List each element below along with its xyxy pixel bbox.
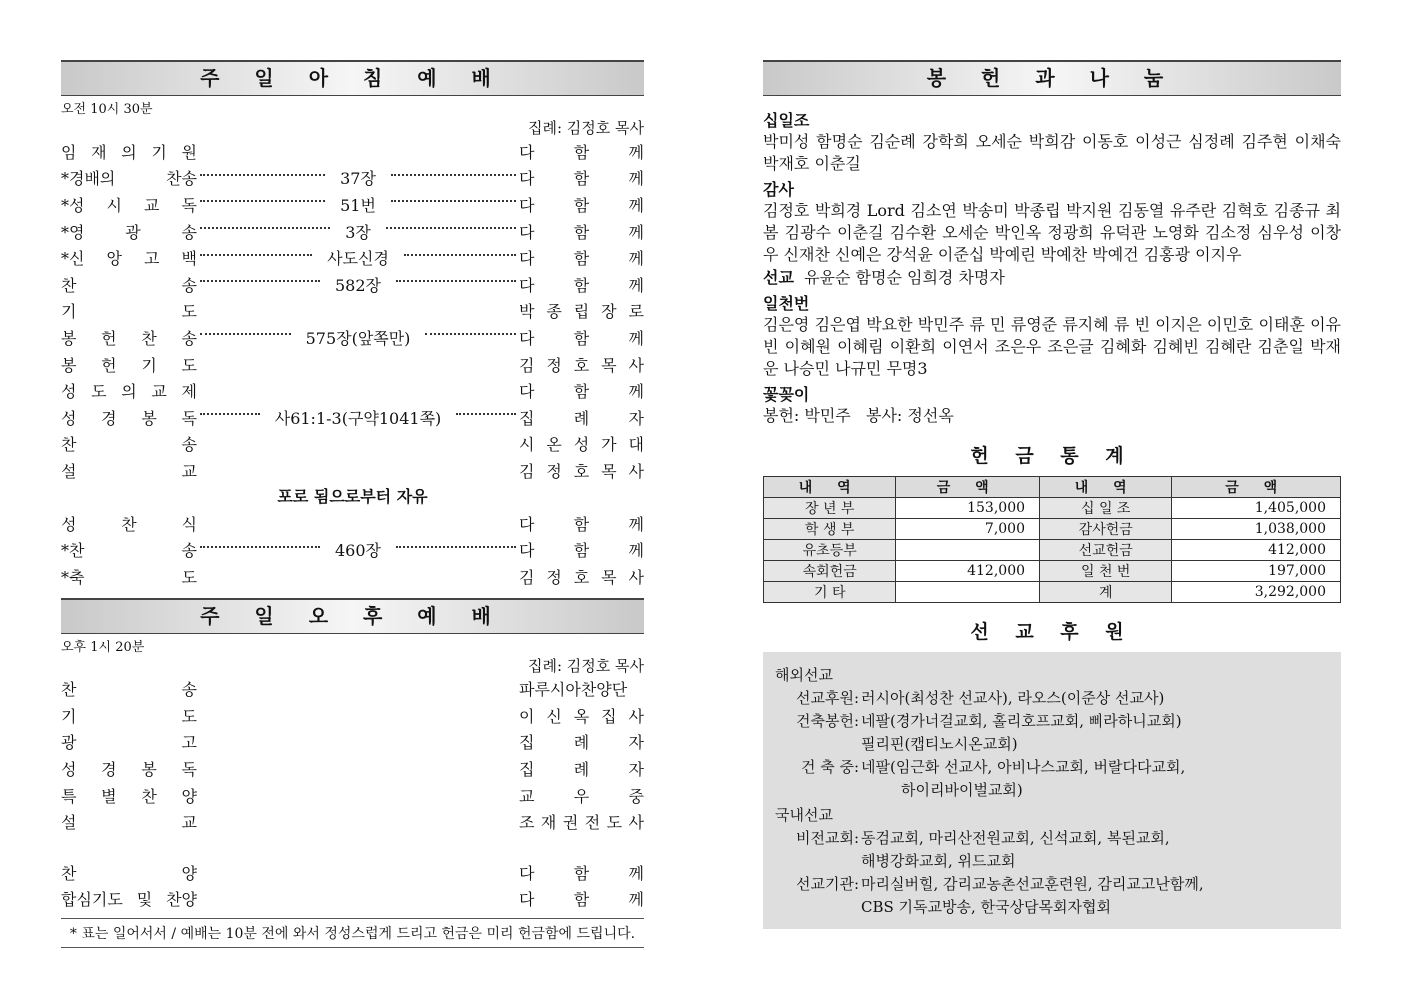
footnote: * 표는 일어서서 / 예배는 10분 전에 와서 정성스럽게 드리고 헌금은 미리 헌금함에 드립니다.: [61, 918, 644, 948]
stats-amount: 412,000: [896, 561, 1040, 582]
order-leader: 김 정 호 목 사: [519, 355, 644, 375]
order-leader: 다 함 께: [519, 169, 644, 189]
afternoon-order-list: [61, 676, 644, 836]
order-row: [61, 808, 644, 835]
afternoon-service-title: 주 일 오 후 예 배: [61, 598, 644, 634]
construction-key: 건 축 중:: [800, 758, 859, 776]
sermon-title: 포로 됨으로부터 자유: [277, 486, 428, 506]
order-row: [61, 886, 644, 913]
order-title: 특 별 찬 양: [61, 786, 197, 806]
order-row: [61, 351, 644, 378]
thousand-label: 일천번: [763, 294, 810, 313]
afternoon-leader: 집례: 김정호 목사: [527, 656, 644, 675]
morning-time: 오전 10시 30분: [61, 102, 153, 117]
stats-category: 기 타: [764, 582, 896, 603]
order-leader: 파루시아찬양단: [519, 680, 628, 700]
order-title: *찬 송: [61, 541, 197, 561]
stats-category: 유초등부: [764, 540, 896, 561]
order-leader: 다 함 께: [519, 863, 644, 883]
order-leader: 조 재 권 전 도 사: [519, 813, 644, 833]
order-leader: 박 종 립 장 로: [519, 302, 644, 322]
table-row: [764, 561, 1341, 582]
build-value-2: 필리핀(캡티노시온교회): [861, 735, 1018, 753]
overseas-label: 해외선교: [775, 666, 833, 684]
order-row: [61, 536, 644, 563]
order-row: [61, 859, 644, 886]
order-leader: 다 함 께: [519, 382, 644, 402]
stats-amount: [896, 540, 1040, 561]
stats-header: 금 액: [1172, 477, 1341, 498]
order-row: [61, 782, 644, 809]
order-title: 광 고: [61, 733, 197, 753]
order-row: [61, 676, 644, 703]
afternoon-time: 오후 1시 20분: [61, 639, 145, 655]
order-title: *축 도: [61, 567, 197, 587]
stats-category: 계: [1040, 582, 1172, 603]
order-item: 37장: [340, 169, 376, 189]
stats-category: 선교헌금: [1040, 540, 1172, 561]
table-row: [764, 540, 1341, 561]
org-value: 마리실버힐, 감리교농촌선교훈련원, 감리교고난함께,: [861, 875, 1204, 893]
stats-header: 금 액: [896, 477, 1040, 498]
thanks-label: 감사: [763, 180, 794, 199]
order-leader: 집 례 자: [519, 733, 644, 753]
left-page: [61, 60, 644, 948]
mission-label: 선교: [763, 268, 794, 287]
stats-amount: 1,038,000: [1172, 519, 1341, 540]
domestic-label: 국내선교: [775, 806, 833, 824]
order-leader: 김 정 호 목 사: [519, 567, 644, 587]
build-value: 네팔(경가너걸교회, 홀리호프교회, 삐라하니교회): [861, 712, 1182, 730]
order-title: 설 교: [61, 813, 197, 833]
org-value-2: CBS 기독교방송, 한국상담목회자협회: [861, 898, 1111, 916]
order-row: [61, 563, 644, 590]
stats-category: 십 일 조: [1040, 498, 1172, 519]
morning-order-list-2: [61, 510, 644, 590]
order-item: 3장: [345, 222, 371, 242]
tithe-names: 박미성 함명순 김순례 강학희 오세순 박희감 이동호 이성근 심정례 김주현 이채숙 박재호 이춘길: [763, 132, 1341, 173]
order-row: [61, 431, 644, 458]
order-row: [61, 510, 644, 537]
order-leader: 집 례 자: [519, 760, 644, 780]
stats-title: 헌 금 통 계: [970, 445, 1134, 467]
order-leader: 다 함 께: [519, 890, 644, 910]
construction-value-2: 하이리바이벌교회): [901, 781, 1023, 799]
flower-label: 꽃꽂이: [763, 385, 810, 404]
order-title: 기 도: [61, 706, 197, 726]
order-leader: 다 함 께: [519, 222, 644, 242]
order-row: [61, 702, 644, 729]
stats-amount: 3,292,000: [1172, 582, 1341, 603]
morning-service-title: 주 일 아 침 예 배: [61, 60, 644, 96]
tithe-label: 십일조: [763, 111, 810, 130]
morning-order-list: [61, 138, 644, 484]
order-title: 기 도: [61, 302, 197, 322]
stats-header: 내 역: [1040, 477, 1172, 498]
order-leader: 다 함 께: [519, 195, 644, 215]
order-title: 찬 양: [61, 863, 197, 883]
order-item: 460장: [335, 541, 381, 561]
order-row: [61, 457, 644, 484]
order-title: 봉 헌 기 도: [61, 355, 197, 375]
order-title: 찬 송: [61, 435, 197, 455]
mission-support-box: [763, 652, 1341, 929]
support-title: 선 교 후 원: [970, 621, 1134, 643]
vision-key: 비전교회:: [795, 829, 859, 847]
order-leader: 집 례 자: [519, 408, 644, 428]
order-leader: 교 우 중: [519, 786, 644, 806]
offering-stats-table: [763, 476, 1341, 603]
stats-category: 학 생 부: [764, 519, 896, 540]
order-row: [61, 298, 644, 325]
order-row: [61, 191, 644, 218]
order-row: [61, 138, 644, 165]
order-title: 찬 송: [61, 275, 197, 295]
order-title: 성 경 봉 독: [61, 760, 197, 780]
stats-amount: 412,000: [1172, 540, 1341, 561]
order-leader: 다 함 께: [519, 249, 644, 269]
stats-amount: [896, 582, 1040, 603]
order-title: 찬 송: [61, 680, 197, 700]
order-leader: 다 함 께: [519, 541, 644, 561]
stats-amount: 197,000: [1172, 561, 1341, 582]
order-title: *신 앙 고 백: [61, 249, 197, 269]
order-title: 성 경 봉 독: [61, 408, 197, 428]
order-leader: 다 함 께: [519, 275, 644, 295]
order-leader: 이 신 옥 집 사: [519, 706, 644, 726]
construction-value: 네팔(임근화 선교사, 아비나스교회, 버랄다다교회,: [861, 758, 1186, 776]
order-leader: 시 온 성 가 대: [519, 435, 644, 455]
support-value: 러시아(최성찬 선교사), 라오스(이준상 선교사): [861, 689, 1165, 707]
order-item: 51번: [340, 195, 376, 215]
order-title: 봉 헌 찬 송: [61, 328, 197, 348]
order-leader: 김 정 호 목 사: [519, 461, 644, 481]
support-key: 선교후원:: [795, 689, 859, 707]
order-row: [61, 271, 644, 298]
order-title: 합심기도 및 찬양: [61, 890, 197, 910]
stats-category: 일 천 번: [1040, 561, 1172, 582]
order-title: 임 재 의 기 원: [61, 142, 197, 162]
vision-value-2: 해병강화교회, 위드교회: [861, 852, 1016, 870]
order-row: [61, 729, 644, 756]
order-row: [61, 218, 644, 245]
stats-category: 장 년 부: [764, 498, 896, 519]
order-title: *성 시 교 독: [61, 195, 197, 215]
order-item: 575장(앞쪽만): [305, 328, 411, 348]
table-row: [764, 498, 1341, 519]
order-item: 582장: [335, 275, 381, 295]
stats-header: 내 역: [764, 477, 896, 498]
stats-category: 감사헌금: [1040, 519, 1172, 540]
order-title: 성 도 의 교 제: [61, 382, 197, 402]
table-row: [764, 582, 1341, 603]
order-leader: 다 함 께: [519, 514, 644, 534]
order-row: [61, 404, 644, 431]
build-key: 건축봉헌:: [795, 712, 859, 730]
stats-amount: 7,000: [896, 519, 1040, 540]
mission-names: 유윤순 함명순 임희경 차명자: [804, 268, 1005, 287]
vision-value: 동검교회, 마리산전원교회, 신석교회, 복된교회,: [861, 829, 1170, 847]
thousand-names: 김은영 김은엽 박요한 박민주 류 민 류영준 류지혜 류 빈 이지은 이민호 이태훈 이유빈 이혜원 이혜림 이환희 이연서 조은우 조은글 김혜화 김혜빈 김혜란 김춘일 박재운 나승민 나규민 무명3: [763, 315, 1341, 378]
stats-amount: 153,000: [896, 498, 1040, 519]
stats-amount: 1,405,000: [1172, 498, 1341, 519]
order-leader: 다 함 께: [519, 328, 644, 348]
order-row: [61, 165, 644, 192]
morning-leader: 집례: 김정호 목사: [527, 119, 644, 137]
order-row: [61, 755, 644, 782]
order-title: *영 광 송: [61, 222, 197, 242]
offering-title: 봉 헌 과 나 눔: [763, 60, 1341, 96]
order-row: [61, 244, 644, 271]
right-page: [763, 60, 1341, 929]
order-row: [61, 324, 644, 351]
org-key: 선교기관:: [795, 875, 859, 893]
thanks-names: 김정호 박희경 Lord 김소연 박송미 박종립 박지원 김동열 유주란 김혁호 김종규 최 봄 김광수 이춘길 김수환 오세순 박인옥 정광희 유덕관 노영화 김소정 심우성 이창우 신재찬 신예은 강석윤 이준십 박예린 박예찬 박예건 김홍광 이지우: [763, 201, 1341, 264]
table-row: [764, 519, 1341, 540]
afternoon-order-list-2: [61, 859, 644, 912]
order-leader: 다 함 께: [519, 142, 644, 162]
flower-names: 봉헌: 박민주 봉사: 정선옥: [763, 406, 954, 425]
stats-category: 속회헌금: [764, 561, 896, 582]
order-title: *경배의 찬송: [61, 169, 197, 189]
order-title: 설 교: [61, 461, 197, 481]
order-row: [61, 377, 644, 404]
order-item: 사61:1-3(구약1041쪽): [274, 408, 442, 428]
order-item: 사도신경: [327, 249, 389, 269]
order-title: 성 찬 식: [61, 514, 197, 534]
